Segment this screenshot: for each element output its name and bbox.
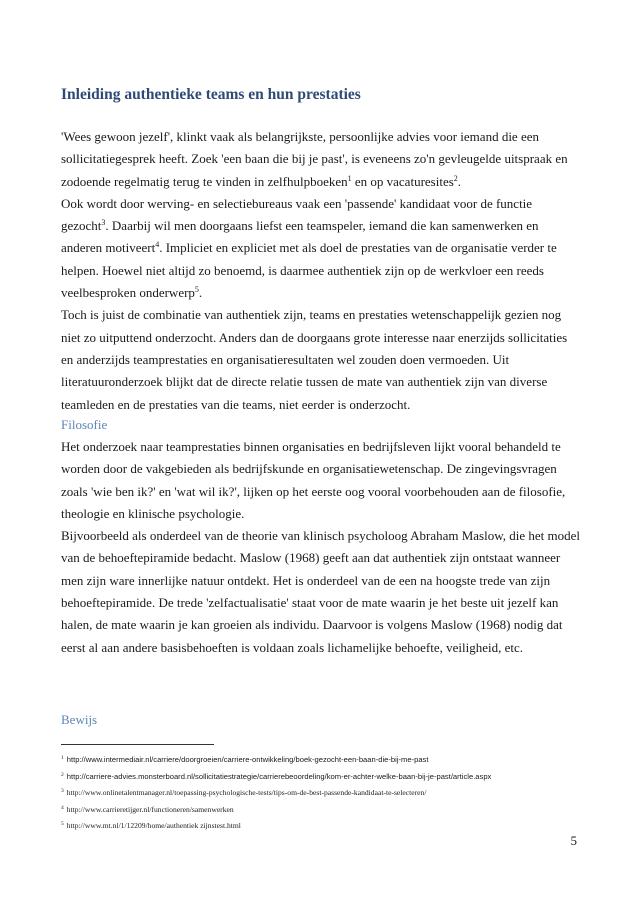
footnote-item: 5 http://www.mt.nl/1/12209/home/authentiek zijnstest.html bbox=[61, 821, 241, 830]
text-line: worden door de vakgebieden als bedrijfskunde en organisatiewetenschap. De zingevingsvragen bbox=[61, 461, 557, 477]
intro-paragraph-3 bbox=[61, 304, 581, 415]
footnote-item: 2 http://carriere-advies.monsterboard.nl/sollicitatiestrategie/carrierebeoordeling/kom-er-achter-welke-baan-bij-je-past/article.aspx bbox=[61, 771, 492, 781]
text-fragment: gezocht bbox=[61, 218, 102, 234]
text-line bbox=[61, 237, 581, 259]
text-line: theologie en klinische psychologie. bbox=[61, 505, 245, 521]
footnote-ref-2[interactable]: 2 bbox=[453, 173, 458, 183]
footnote-ref-5[interactable]: 5 bbox=[194, 285, 199, 295]
footnotes-list bbox=[61, 752, 621, 835]
text-line: literatuuronderzoek blijkt dat de directe relatie tussen de mate van authentiek zijn van diverse bbox=[61, 374, 548, 390]
text-line: men zijn ware innerlijke natuur ontdekt. Het is onderdeel van de een na hoogste trede van zijn bbox=[61, 572, 551, 588]
text-line: van de behoeftepiramide bedacht. Maslow (1968) geeft aan dat authentiek zijn ontstaat wanneer bbox=[61, 550, 561, 566]
footnote-link[interactable]: http://carriere-advies.monsterboard.nl/sollicitatiestrategie/carrierebeoordeling/kom-er-achter-welke-baan-bij-je-past/article.aspx bbox=[66, 771, 492, 781]
intro-paragraph-1 bbox=[61, 126, 581, 193]
footnote-link[interactable]: http://www.intermediair.nl/carriere/doorgroeien/carriere-ontwikkeling/boek-gezocht-een-baan-die-bij-me-past bbox=[66, 755, 429, 764]
text-line bbox=[61, 282, 581, 304]
text-fragment: . bbox=[198, 285, 203, 301]
footnote-divider bbox=[61, 744, 214, 745]
intro-paragraph-2 bbox=[61, 193, 581, 304]
text-fragment: veelbesproken onderwerp bbox=[61, 285, 195, 301]
text-fragment: . Daarbij wil men doorgaans liefst een teamspeler, iemand die kan samenwerken en bbox=[105, 218, 539, 234]
footnote-link[interactable]: http://www.onlinetalentmanager.nl/toepassing-psychologische-tests/tips-om-de-best-passende-kandidaat-te-selecteren/ bbox=[66, 788, 427, 797]
filosofie-paragraph-1 bbox=[61, 436, 581, 525]
text-line: teamleden en de prestaties van die teams, niet eerder is onderzocht. bbox=[61, 396, 411, 412]
text-line: 'Wees gewoon jezelf', klinkt vaak als belangrijkste, persoonlijke advies voor iemand die een bbox=[61, 129, 539, 144]
footnote-ref-3[interactable]: 3 bbox=[101, 218, 106, 228]
intro-section bbox=[61, 126, 581, 416]
footnote-item: 3 http://www.onlinetalentmanager.nl/toepassing-psychologische-tests/tips-om-de-best-passende-kandidaat-te-selecteren/ bbox=[61, 788, 427, 797]
footnote-link[interactable]: http://www.mt.nl/1/12209/home/authentiek zijnstest.html bbox=[66, 821, 241, 830]
text-fragment: en op vacaturesites bbox=[351, 173, 454, 189]
text-line: helpen. Hoewel niet altijd zo benoemd, is daarmee authentiek zijn op de werkvloer een reeds bbox=[61, 262, 544, 278]
text-line: Ook wordt door werving- en selectiebureaus vaak een 'passende' kandidaat voor de functie bbox=[61, 195, 533, 211]
filosofie-section bbox=[61, 436, 581, 659]
footnote-item: 4 http://www.carrieretijger.nl/functioneren/samenwerken bbox=[61, 804, 234, 814]
text-line: Toch is juist de combinatie van authentiek zijn, teams en prestaties wetenschappelijk gezien nog bbox=[61, 307, 562, 323]
text-line: niet zo uitputtend onderzocht. Anders dan de doorgaans grote interesse naar enerzijds sollicitaties bbox=[61, 329, 568, 345]
text-fragment: . Impliciet en expliciet met als doel de prestaties van de organisatie verder te bbox=[159, 240, 557, 256]
text-line: behoeftepiramide. De trede 'zelfactualisatie' staat voor de mate waarin je het beste uit jezelf kan bbox=[61, 595, 559, 611]
filosofie-paragraph-2 bbox=[61, 525, 581, 659]
text-line: eerst al aan andere basisbehoeften is voldaan zoals lichamelijke behoefte, veiligheid, etc. bbox=[61, 639, 524, 655]
text-fragment: . bbox=[457, 173, 462, 189]
text-fragment: anderen motiveert bbox=[61, 240, 156, 256]
text-line: halen, de mate waarin je kan groeien als individu. Daarvoor is volgens Maslow (1968) nodig dat bbox=[61, 617, 563, 633]
footnote-link[interactable]: http://www.carrieretijger.nl/functioneren/samenwerken bbox=[66, 804, 234, 814]
section-heading-bewijs: Bewijs bbox=[61, 712, 98, 727]
text-line bbox=[61, 215, 581, 237]
footnote-ref-4[interactable]: 4 bbox=[155, 240, 160, 250]
text-line: Bijvoorbeeld als onderdeel van de theorie van klinisch psycholoog Abraham Maslow, die het model bbox=[61, 528, 581, 544]
text-line: zoals 'wie ben ik?' en 'wat wil ik?', lijken op het eerste oog vooral voorbehouden aan de filosofie, bbox=[61, 483, 566, 499]
text-line: Het onderzoek naar teamprestaties binnen organisaties en bedrijfsleven lijkt vooral behandeld te bbox=[61, 439, 561, 454]
text-line bbox=[61, 171, 581, 193]
section-heading-filosofie: Filosofie bbox=[61, 417, 108, 432]
text-fragment: zodoende regelmatig terug te vinden in zelfhulpboeken bbox=[61, 173, 348, 189]
page-number: 5 bbox=[570, 833, 577, 848]
text-line: en anderzijds teamprestaties en organisatieresultaten wel zouden doen vermoeden. Uit bbox=[61, 351, 510, 367]
text-line: sollicitatiegesprek heeft. Zoek 'een baan die bij je past', is eveneens zo'n gevleugelde uitspraak en bbox=[61, 151, 568, 167]
footnote-ref-1[interactable]: 1 bbox=[347, 173, 352, 183]
document-title: Inleiding authentieke teams en hun prestaties bbox=[61, 86, 361, 103]
footnote-item: 1 http://www.intermediair.nl/carriere/doorgroeien/carriere-ontwikkeling/boek-gezocht-een-baan-die-bij-me-past bbox=[61, 755, 429, 764]
